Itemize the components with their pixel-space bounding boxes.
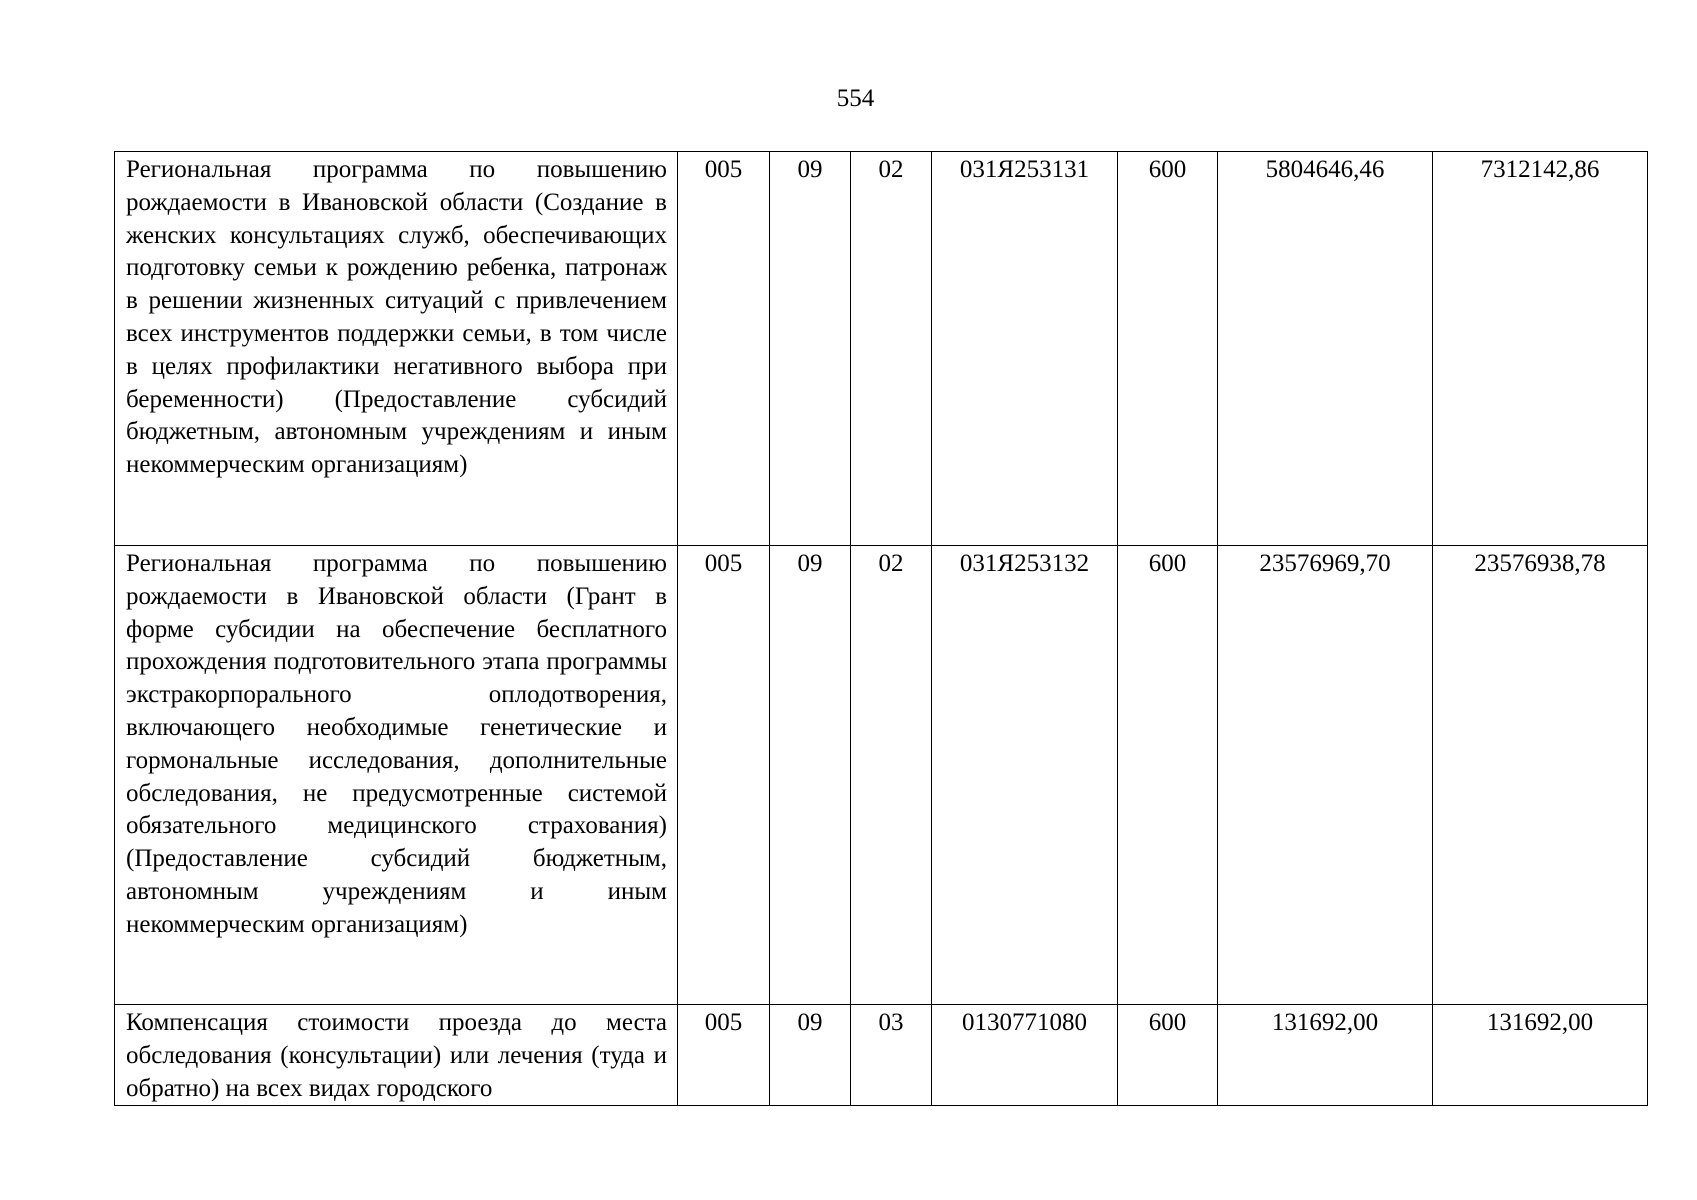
table-row <box>115 152 1648 546</box>
subsection-cell: 02 <box>851 152 932 546</box>
table-row <box>115 546 1648 1005</box>
amount-1-cell: 23576969,70 <box>1218 546 1433 1005</box>
section-cell: 09 <box>770 1005 851 1106</box>
expense-type-cell: 600 <box>1118 546 1218 1005</box>
row-description: Компенсация стоимости проезда до места обследования (консультации) или лечения (туда и обратно) на всех видах городского <box>115 1005 678 1106</box>
admin-code-cell: 005 <box>678 152 770 546</box>
admin-code-cell: 005 <box>678 1005 770 1106</box>
page-number: 554 <box>836 85 875 112</box>
amount-1-cell: 131692,00 <box>1218 1005 1433 1106</box>
table-row <box>115 1005 1648 1106</box>
subsection-cell: 03 <box>851 1005 932 1106</box>
amount-2-cell: 23576938,78 <box>1433 546 1648 1005</box>
expense-type-cell: 600 <box>1118 1005 1218 1106</box>
budget-table <box>114 151 1648 1106</box>
row-description: Региональная программа по повышению рождаемости в Ивановской области (Создание в женских консультациях служб, обеспечивающих подготовку семьи к рождению ребенка, патронаж в решении жизненных ситуаций с привлечением всех инструментов поддержки семьи, в том числе в целях профилактики негативного выбора при беременности) (Предоставление субсидий бюджетным, автономным учреждениям и иным некоммерческим организациям) <box>115 152 678 546</box>
section-cell: 09 <box>770 152 851 546</box>
amount-2-cell: 7312142,86 <box>1433 152 1648 546</box>
row-description: Региональная программа по повышению рождаемости в Ивановской области (Грант в форме субсидии на обеспечение бесплатного прохождения подготовительного этапа программы экстракорпорального оплодотворения, включающего необходимые генетические и гормональные исследования, дополнительные обследования, не предусмотренные системой обязательного медицинского страхования) (Предоставление субсидий бюджетным, автономным учреждениям и иным некоммерческим организациям) <box>115 546 678 1005</box>
target-article-cell: 0130771080 <box>932 1005 1118 1106</box>
target-article-cell: 031Я253131 <box>932 152 1118 546</box>
section-cell: 09 <box>770 546 851 1005</box>
admin-code-cell: 005 <box>678 546 770 1005</box>
target-article-cell: 031Я253132 <box>932 546 1118 1005</box>
amount-1-cell: 5804646,46 <box>1218 152 1433 546</box>
expense-type-cell: 600 <box>1118 152 1218 546</box>
amount-2-cell: 131692,00 <box>1433 1005 1648 1106</box>
subsection-cell: 02 <box>851 546 932 1005</box>
